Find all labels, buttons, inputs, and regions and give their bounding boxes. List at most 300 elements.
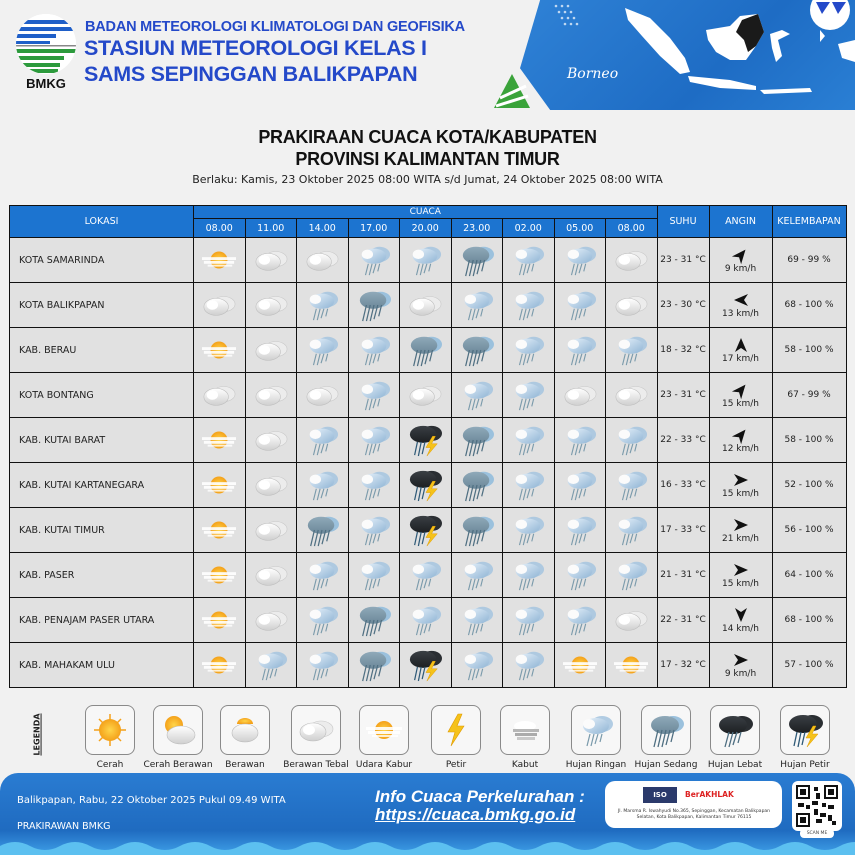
hujan-ringan-icon <box>611 513 651 547</box>
hujan-ringan-icon <box>560 288 600 322</box>
location-cell: KAB. KUTAI TIMUR <box>10 508 194 553</box>
scan-me-label: SCAN ME <box>800 829 834 838</box>
table-row <box>10 238 847 283</box>
weather-cell <box>451 553 503 598</box>
wind-direction-arrow-icon <box>729 423 752 446</box>
weather-cell <box>503 643 555 688</box>
wind-cell <box>709 328 772 373</box>
issued-timestamp: Balikpapan, Rabu, 22 Oktober 2025 Pukul 09.49 WITA <box>17 795 286 806</box>
temperature-cell: 23 - 31 °C <box>657 238 709 283</box>
udara-kabur-icon <box>199 333 239 367</box>
hujan-ringan-icon <box>560 513 600 547</box>
table-row <box>10 508 847 553</box>
wind-speed: 17 km/h <box>721 353 760 364</box>
table-row <box>10 553 847 598</box>
weather-cell <box>400 373 452 418</box>
temperature-cell: 16 - 33 °C <box>657 463 709 508</box>
weather-cell <box>554 598 606 643</box>
weather-cell <box>245 238 297 283</box>
humidity-cell: 56 - 100 % <box>772 508 846 553</box>
hujan-sedang-icon <box>457 513 497 547</box>
weather-cell <box>503 283 555 328</box>
wind-speed: 15 km/h <box>721 488 760 499</box>
wind-cell <box>709 283 772 328</box>
humidity-cell: 64 - 100 % <box>772 553 846 598</box>
header-time-3: 17.00 <box>348 219 400 238</box>
weather-cell <box>451 598 503 643</box>
weather-cell <box>297 283 349 328</box>
weather-cell <box>245 328 297 373</box>
berawan-tebal-icon <box>611 288 651 322</box>
table-row <box>10 373 847 418</box>
humidity-cell: 68 - 100 % <box>772 283 846 328</box>
hujan-ringan-icon <box>576 711 616 749</box>
indonesia-map-icon <box>520 0 855 110</box>
legend-item-berawan <box>210 705 280 770</box>
hujan-sedang-icon <box>354 648 394 682</box>
weather-cell <box>554 238 606 283</box>
legend-item-hujan-petir <box>770 705 840 770</box>
weather-cell <box>348 328 400 373</box>
forecaster-label: PRAKIRAWAN BMKG <box>17 821 111 832</box>
wind-cell <box>709 643 772 688</box>
hujan-ringan-icon <box>457 603 497 637</box>
legend-label: Hujan Petir <box>780 760 830 770</box>
wind-speed: 12 km/h <box>721 443 760 454</box>
header-time-4: 20.00 <box>400 219 452 238</box>
info-label: Info Cuaca Perkelurahan : <box>375 787 585 806</box>
weather-cell <box>451 463 503 508</box>
hujan-ringan-icon <box>405 558 445 592</box>
legend-label: Cerah Berawan <box>143 760 213 770</box>
hujan-ringan-icon <box>508 513 548 547</box>
hujan-ringan-icon <box>302 648 342 682</box>
weather-cell <box>606 598 658 643</box>
wind-direction-arrow-icon <box>733 517 749 533</box>
weather-cell <box>348 508 400 553</box>
weather-cell <box>451 283 503 328</box>
weather-cell <box>297 373 349 418</box>
legend-item-udara-kabur <box>349 705 419 770</box>
legend-item-cerah-berawan <box>143 705 213 770</box>
legend-label: Hujan Lebat <box>707 760 763 770</box>
hujan-ringan-icon <box>611 333 651 367</box>
hujan-sedang-icon <box>354 603 394 637</box>
address-card <box>605 781 782 828</box>
hujan-ringan-icon <box>302 423 342 457</box>
cerah-berawan-icon <box>158 711 198 749</box>
info-url-link[interactable]: https://cuaca.bmkg.go.id <box>375 805 576 824</box>
legend-label: Hujan Sedang <box>634 760 698 770</box>
location-cell: KOTA SAMARINDA <box>10 238 194 283</box>
hujan-ringan-icon <box>302 558 342 592</box>
wind-speed: 21 km/h <box>721 533 760 544</box>
humidity-cell: 57 - 100 % <box>772 643 846 688</box>
hujan-ringan-icon <box>354 513 394 547</box>
hujan-petir-icon <box>405 513 445 547</box>
hujan-ringan-icon <box>560 423 600 457</box>
berawan-tebal-icon <box>251 423 291 457</box>
hujan-ringan-icon <box>457 288 497 322</box>
wind-direction-arrow-icon <box>733 607 749 623</box>
hujan-petir-icon <box>405 423 445 457</box>
berawan-tebal-icon <box>302 378 342 412</box>
legend-item-hujan-sedang <box>631 705 701 770</box>
hujan-ringan-icon <box>354 378 394 412</box>
udara-kabur-icon <box>611 648 651 682</box>
qr-code-icon[interactable] <box>792 781 842 831</box>
station-name: STASIUN METEOROLOGI KELAS I <box>84 36 427 60</box>
wind-direction-arrow-icon <box>733 337 749 353</box>
temperature-cell: 22 - 31 °C <box>657 598 709 643</box>
hujan-ringan-icon <box>302 603 342 637</box>
wind-cell <box>709 553 772 598</box>
bmkg-logo-emblem-icon <box>16 14 76 74</box>
weather-cell <box>554 373 606 418</box>
weather-cell <box>297 598 349 643</box>
weather-cell <box>451 373 503 418</box>
weather-cell <box>554 508 606 553</box>
header-time-6: 02.00 <box>503 219 555 238</box>
hujan-ringan-icon <box>560 243 600 277</box>
humidity-cell: 58 - 100 % <box>772 328 846 373</box>
weather-cell <box>245 463 297 508</box>
hujan-ringan-icon <box>405 243 445 277</box>
location-cell: KAB. KUTAI BARAT <box>10 418 194 463</box>
berawan-tebal-icon <box>251 558 291 592</box>
wind-cell <box>709 418 772 463</box>
weather-cell <box>348 418 400 463</box>
udara-kabur-icon <box>199 243 239 277</box>
location-cell: KOTA BONTANG <box>10 373 194 418</box>
hujan-ringan-icon <box>508 243 548 277</box>
weather-cell <box>554 553 606 598</box>
berawan-tebal-icon <box>302 243 342 277</box>
temperature-cell: 18 - 32 °C <box>657 328 709 373</box>
wind-direction-arrow-icon <box>733 562 749 578</box>
weather-cell <box>348 463 400 508</box>
weather-cell <box>554 463 606 508</box>
weather-cell <box>297 238 349 283</box>
berawan-tebal-icon <box>251 333 291 367</box>
weather-cell <box>400 328 452 373</box>
weather-cell <box>348 598 400 643</box>
hujan-ringan-icon <box>508 468 548 502</box>
header-temperature: SUHU <box>657 206 709 238</box>
weather-cell <box>451 418 503 463</box>
weather-cell <box>606 553 658 598</box>
wind-cell <box>709 598 772 643</box>
hujan-petir-icon <box>405 648 445 682</box>
udara-kabur-icon <box>199 423 239 457</box>
wind-direction-arrow-icon <box>729 378 752 401</box>
weather-cell <box>245 283 297 328</box>
temperature-cell: 22 - 33 °C <box>657 418 709 463</box>
weather-cell <box>348 238 400 283</box>
wind-direction-arrow-icon <box>733 652 749 668</box>
humidity-cell: 68 - 100 % <box>772 598 846 643</box>
weather-cell <box>194 283 246 328</box>
berawan-tebal-icon <box>251 468 291 502</box>
hujan-ringan-icon <box>560 468 600 502</box>
hujan-ringan-icon <box>354 243 394 277</box>
hujan-ringan-icon <box>457 648 497 682</box>
header-time-2: 14.00 <box>297 219 349 238</box>
weather-cell <box>297 643 349 688</box>
borneo-label: Borneo <box>567 66 619 82</box>
weather-cell <box>194 463 246 508</box>
page-subtitle-province: PROVINSI KALIMANTAN TIMUR <box>295 149 560 169</box>
wind-direction-arrow-icon <box>729 243 752 266</box>
hujan-ringan-icon <box>611 468 651 502</box>
weather-cell <box>400 418 452 463</box>
humidity-cell: 52 - 100 % <box>772 463 846 508</box>
hujan-sedang-icon <box>457 333 497 367</box>
weather-cell <box>503 508 555 553</box>
leaf-decoration-icon <box>492 72 532 110</box>
wind-cell <box>709 238 772 283</box>
petir-icon <box>436 711 476 749</box>
udara-kabur-icon <box>199 648 239 682</box>
footer-wave-decoration-icon <box>0 838 855 855</box>
hujan-sedang-icon <box>457 243 497 277</box>
hujan-ringan-icon <box>508 558 548 592</box>
legend-label: Berawan <box>225 760 265 770</box>
weather-cell <box>245 508 297 553</box>
legend-label: Hujan Ringan <box>565 760 627 770</box>
humidity-cell: 67 - 99 % <box>772 373 846 418</box>
header-location: LOKASI <box>10 206 194 238</box>
location-cell: KAB. KUTAI KARTANEGARA <box>10 463 194 508</box>
berawan-tebal-icon <box>405 378 445 412</box>
table-row <box>10 463 847 508</box>
weather-cell <box>606 328 658 373</box>
wind-speed: 15 km/h <box>721 578 760 589</box>
logo-text: BMKG <box>26 76 66 91</box>
weather-cell <box>194 508 246 553</box>
header-humidity: KELEMBAPAN <box>772 206 846 238</box>
table-row <box>10 328 847 373</box>
legend-item-hujan-lebat <box>700 705 770 770</box>
hujan-ringan-icon <box>354 558 394 592</box>
address-text: Jl. Marsma R. Iswahyudi No.365, Sepinggan, Kecamatan Balikpapan Selatan, Kota Balikpapan, Kalimantan Timur 76115 <box>617 809 771 820</box>
weather-cell <box>554 328 606 373</box>
wind-direction-arrow-icon <box>733 292 749 308</box>
hujan-ringan-icon <box>508 288 548 322</box>
udara-kabur-icon <box>199 513 239 547</box>
berawan-tebal-icon <box>199 288 239 322</box>
temperature-cell: 23 - 31 °C <box>657 373 709 418</box>
humidity-cell: 58 - 100 % <box>772 418 846 463</box>
weather-cell <box>503 463 555 508</box>
page-header <box>0 0 855 112</box>
page-title: PRAKIRAAN CUACA KOTA/KABUPATEN <box>258 127 597 147</box>
wind-speed: 14 km/h <box>721 623 760 634</box>
hujan-ringan-icon <box>354 333 394 367</box>
weather-cell <box>451 238 503 283</box>
temperature-cell: 23 - 30 °C <box>657 283 709 328</box>
table-row <box>10 418 847 463</box>
hujan-ringan-icon <box>457 558 497 592</box>
weather-cell <box>297 553 349 598</box>
legend-item-cerah <box>75 705 145 770</box>
weather-cell <box>606 463 658 508</box>
weather-cell <box>297 418 349 463</box>
humidity-cell: 69 - 99 % <box>772 238 846 283</box>
weather-cell <box>194 418 246 463</box>
temperature-cell: 21 - 31 °C <box>657 553 709 598</box>
hujan-ringan-icon <box>354 423 394 457</box>
weather-cell <box>503 238 555 283</box>
weather-cell <box>348 373 400 418</box>
header-time-0: 08.00 <box>194 219 246 238</box>
wind-speed: 15 km/h <box>721 398 760 409</box>
hujan-petir-icon <box>405 468 445 502</box>
hujan-ringan-icon <box>508 333 548 367</box>
table-row <box>10 643 847 688</box>
berawan-tebal-icon <box>405 288 445 322</box>
hujan-ringan-icon <box>405 603 445 637</box>
wind-speed: 13 km/h <box>721 308 760 319</box>
weather-cell <box>400 508 452 553</box>
berawan-tebal-icon <box>296 711 336 749</box>
weather-cell <box>297 328 349 373</box>
weather-cell <box>400 463 452 508</box>
weather-cell <box>400 238 452 283</box>
weather-cell <box>503 553 555 598</box>
berawan-tebal-icon <box>560 378 600 412</box>
berawan-tebal-icon <box>251 243 291 277</box>
header-time-7: 05.00 <box>554 219 606 238</box>
legend-label: Berawan Tebal <box>283 760 349 770</box>
weather-cell <box>194 598 246 643</box>
hujan-ringan-icon <box>560 603 600 637</box>
hujan-sedang-icon <box>457 468 497 502</box>
berawan-tebal-icon <box>199 378 239 412</box>
hujan-ringan-icon <box>560 333 600 367</box>
hujan-petir-icon <box>785 711 825 749</box>
berawan-icon <box>225 711 265 749</box>
station-location: SAMS SEPINGGAN BALIKPAPAN <box>84 62 418 86</box>
weather-cell <box>554 283 606 328</box>
weather-cell <box>606 643 658 688</box>
weather-cell <box>606 418 658 463</box>
hujan-ringan-icon <box>611 423 651 457</box>
location-cell: KAB. BERAU <box>10 328 194 373</box>
berawan-tebal-icon <box>251 603 291 637</box>
legend-title: LEGENDA <box>32 713 42 756</box>
cerah-icon <box>90 711 130 749</box>
weather-cell <box>245 598 297 643</box>
weather-cell <box>554 643 606 688</box>
hujan-sedang-icon <box>646 711 686 749</box>
weather-cell <box>194 328 246 373</box>
weather-cell <box>245 418 297 463</box>
temperature-cell: 17 - 33 °C <box>657 508 709 553</box>
udara-kabur-icon <box>199 468 239 502</box>
hujan-ringan-icon <box>560 558 600 592</box>
header-weather: CUACA <box>194 206 658 219</box>
org-name: BADAN METEOROLOGI KLIMATOLOGI DAN GEOFISIKA <box>85 19 465 35</box>
hujan-ringan-icon <box>302 288 342 322</box>
location-cell: KOTA BALIKPAPAN <box>10 283 194 328</box>
weather-cell <box>400 598 452 643</box>
wind-speed: 9 km/h <box>724 263 757 274</box>
weather-cell <box>194 553 246 598</box>
legend-item-berawan-tebal <box>281 705 351 770</box>
hujan-ringan-icon <box>302 468 342 502</box>
weather-cell <box>194 373 246 418</box>
legend-item-hujan-ringan <box>561 705 631 770</box>
hujan-lebat-icon <box>715 711 755 749</box>
header-time-5: 23.00 <box>451 219 503 238</box>
hujan-ringan-icon <box>508 648 548 682</box>
weather-cell <box>451 508 503 553</box>
weather-cell <box>245 553 297 598</box>
table-row <box>10 283 847 328</box>
weather-cell <box>297 463 349 508</box>
hujan-sedang-icon <box>302 513 342 547</box>
hujan-ringan-icon <box>508 423 548 457</box>
weather-cell <box>348 553 400 598</box>
berawan-tebal-icon <box>611 603 651 637</box>
hujan-ringan-icon <box>354 468 394 502</box>
weather-cell <box>606 373 658 418</box>
temperature-cell: 17 - 32 °C <box>657 643 709 688</box>
weather-cell <box>451 328 503 373</box>
hujan-sedang-icon <box>405 333 445 367</box>
legend-item-kabut <box>490 705 560 770</box>
berawan-tebal-icon <box>611 243 651 277</box>
weather-cell <box>245 643 297 688</box>
udara-kabur-icon <box>199 558 239 592</box>
weather-cell <box>606 508 658 553</box>
legend-item-petir <box>421 705 491 770</box>
weather-cell <box>606 283 658 328</box>
location-cell: KAB. MAHAKAM ULU <box>10 643 194 688</box>
weather-cell <box>194 643 246 688</box>
header-time-8: 08.00 <box>606 219 658 238</box>
legend-label: Petir <box>445 760 467 770</box>
hujan-sedang-icon <box>457 423 497 457</box>
weather-cell <box>503 418 555 463</box>
location-cell: KAB. PENAJAM PASER UTARA <box>10 598 194 643</box>
hujan-ringan-icon <box>611 558 651 592</box>
kabut-icon <box>505 711 545 749</box>
weather-cell <box>400 643 452 688</box>
weather-cell <box>297 508 349 553</box>
location-cell: KAB. PASER <box>10 553 194 598</box>
berawan-tebal-icon <box>611 378 651 412</box>
wind-cell <box>709 373 772 418</box>
forecast-table-body <box>10 238 847 688</box>
hujan-ringan-icon <box>251 648 291 682</box>
header-time-1: 11.00 <box>245 219 297 238</box>
weather-cell <box>503 598 555 643</box>
weather-cell <box>194 238 246 283</box>
berakhlak-logo: BerAKHLAK <box>685 790 734 799</box>
udara-kabur-icon <box>199 603 239 637</box>
berawan-tebal-icon <box>251 378 291 412</box>
wind-cell <box>709 508 772 553</box>
weather-cell <box>503 373 555 418</box>
weather-cell <box>245 373 297 418</box>
wind-direction-arrow-icon <box>733 472 749 488</box>
weather-cell <box>400 553 452 598</box>
weather-cell <box>554 418 606 463</box>
bmkg-logo <box>14 14 78 94</box>
legend-label: Cerah <box>96 760 124 770</box>
